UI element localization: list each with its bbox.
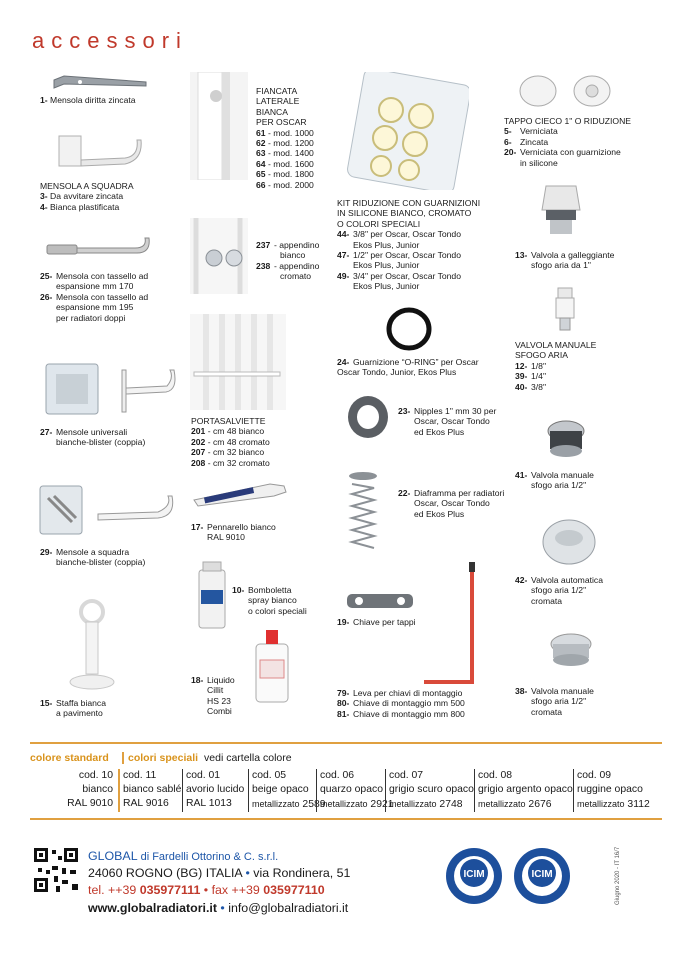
qr-code-icon [32,846,80,894]
company-name: GLOBAL di Fardelli Ottorino & C. s.r.l. [88,849,279,863]
manual-air-valve-image [550,286,580,334]
icim-certification-badge-1 [444,846,504,906]
item-27: 27- Mensole universali bianche-blister (coppia) [40,427,146,448]
item-38: 38- Valvola manuale sfogo aria 1/2" cromata [515,686,594,717]
float-valve-image [536,180,586,238]
item-13: 13- Valvola a galleggiante sfogo aria da 1" [515,250,615,271]
item-17: 17- Pennarello bianco RAL 9010 [191,522,276,543]
color-col-07: cod. 07 grigio scuro opaco metallizzato 2748 [385,769,474,812]
cap-key-image [345,590,415,612]
page-title: accessori [32,28,188,53]
square-brackets-blister-image [38,484,178,536]
color-col-09: cod. 09 ruggine opaco metallizzato 3112 [573,769,657,812]
item-1: 1- Mensola diritta zincata [40,95,136,105]
chrome-manual-valve-image [545,630,597,670]
color-col-06: cod. 06 quarzo opaco metallizzato 2921 [316,769,385,812]
universal-brackets-image [42,360,177,422]
liquid-bottle-image [252,626,292,704]
icim-certification-badge-2 [512,846,572,906]
see-color-chart-label: vedi cartella colore [204,752,292,764]
print-date-note: Giugno 2020 - IT 16/7 [615,846,621,905]
item-24: 24- Guarnizione “O-RING” per Oscar Oscar Tondo, Junior, Ekos Plus [337,357,479,378]
color-col-11: cod. 11 bianco sablé RAL 9016 [118,769,182,812]
item-237-238: 237 - appendino bianco 238 - appendino cromato [256,240,320,282]
reduction-kit-image [345,72,469,190]
item-23: 23- Nipples 1" mm 30 per Oscar, Oscar Tondo ed Ekos Plus [398,406,497,437]
table-bottom-rule [30,818,662,820]
item-15: 15- Staffa bianca a pavimento [40,698,107,719]
item-42: 42- Valvola automatica sfogo aria 1/2" cromata [515,575,603,606]
color-col-10: cod. 10 bianco RAL 9010 [67,770,113,809]
marker-image [190,478,296,508]
diaphragm-image [346,470,380,556]
company-address: 24060 ROGNO (BG) ITALIA • via Rondinera, 51 [88,866,351,880]
manual-valve-text: VALVOLA MANUALE SFOGO ARIA 12- 1/8" 39- 1/4" 40- 3/8" [515,340,597,392]
email-link[interactable]: info@globalradiatori.it [228,901,349,915]
color-col-05: cod. 05 beige opaco metallizzato 2589 [248,769,316,812]
svg-text:ICIM: ICIM [463,869,485,880]
straight-bracket-image [50,72,150,92]
side-panel-image [190,72,248,180]
color-col-08: cod. 08 grigio argento opaco metallizzato 2676 [474,769,573,812]
colors-table-header [30,749,662,767]
item-79-80-81: 79- Leva per chiavi di montaggio 80- Chiave di montaggio mm 500 81- Chiave di montaggio mm 800 [337,688,465,719]
side-panel-text: FIANCATA LATERALE BIANCA PER OSCAR 61 - mod. 1000 62 - mod. 1200 63 - mod. 1400 64 - mod. 1600 65 - mod. 1800 66 - mod. 2000 [256,86,314,190]
special-colors-label: colori speciali [128,752,199,764]
item-41: 41- Valvola manuale sfogo aria 1/2" [515,470,594,491]
floor-bracket-image [62,598,122,694]
table-top-rule [30,742,662,744]
colors-table [30,749,662,812]
color-col-01: cod. 01 avorio lucido RAL 1013 [182,769,248,812]
hanger-image [190,218,248,294]
nipple-image [344,392,392,442]
company-web: www.globalradiatori.it • info@globalradiatori.it [88,901,349,915]
item-25-26: 25- Mensola con tassello ad espansione mm 170 26- Mensola con tassello ad espansione mm 195 per radiatori doppi [40,271,149,323]
item-22: 22- Diaframma per radiatori Oscar, Oscar Tondo ed Ekos Plus [398,488,505,519]
website-link[interactable]: www.globalradiatori.it [88,901,217,915]
colors-table-columns [30,769,662,812]
blind-cap-text: TAPPO CIECO 1" O RIDUZIONE 5- Verniciata 6- Zincata 20- Verniciata con guarnizione in silicone [504,116,632,168]
blind-caps-image [512,72,618,110]
square-bracket-image [55,130,145,178]
item-10: 10- Bomboletta spray bianco o colori speciali [232,585,307,616]
header-separator [122,752,124,764]
item-19: 19- Chiave per tappi [337,617,416,627]
standard-color-label: colore standard [30,752,109,764]
svg-text:ICIM: ICIM [531,869,553,880]
o-ring-image [384,306,434,352]
manual-valve-image [542,415,590,461]
item-18: 18- Liquido Cillit HS 23 Combi [191,675,235,717]
towel-rail-image [190,314,286,410]
towel-rail-text: PORTASALVIETTE 201 - cm 48 bianco 202 - cm 48 cromato 207 - cm 32 bianco 208 - cm 32 cromato [191,416,270,468]
assembly-key-image [420,560,490,690]
anchor-bracket-image [45,236,153,264]
company-phone: tel. ++39 035977111 • fax ++39 035977110 [88,883,325,897]
item-3-4: MENSOLA A SQUADRA 3- Da avvitare zincata 4- Bianca plastificata [40,181,134,212]
reduction-kit-text: KIT RIDUZIONE CON GUARNIZIONI IN SILICONE BIANCO, CROMATO O COLORI SPECIALI 44- 3/8" per Oscar, Oscar Tondo Ekos Plus, Junior 47- 1/2" per Oscar, Oscar Tondo Ekos Plus, Junior 49- 3/4" per Oscar, Oscar Tondo Ekos Plus, Junior [337,198,481,292]
automatic-valve-image [540,516,598,568]
item-29: 29- Mensole a squadra bianche-blister (coppia) [40,547,146,568]
spray-can-image [195,560,229,630]
